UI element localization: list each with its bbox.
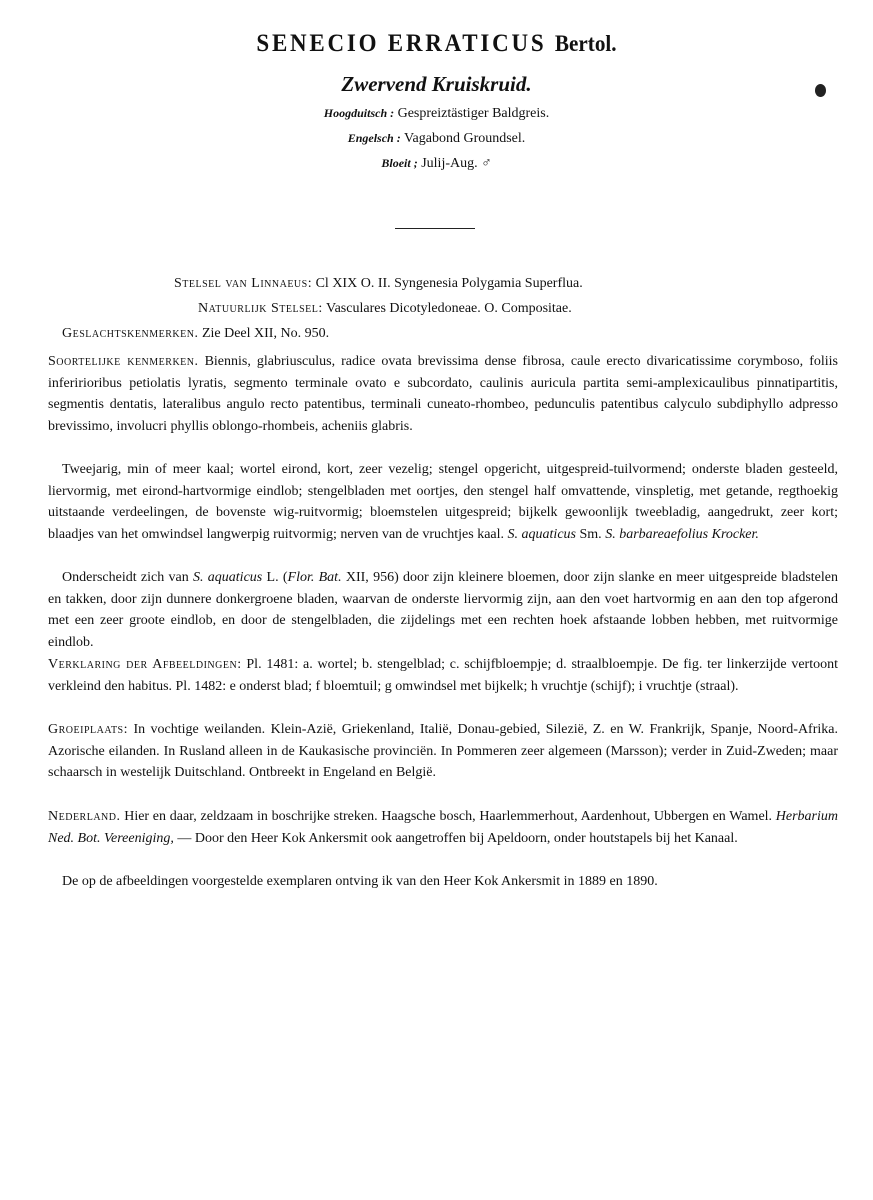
netherlands-paragraph: [48, 806, 838, 849]
habitat-text: In vochtige weilanden. Klein-Azië, Griekenland, Italië, Donau-gebied, Silezië, Z. en W. Frankrijk, Spanje, Noord-Afrika. Azorische eilanden. In Rusland alleen in de Kaukasische provinciën. In Pommeren zeer algemeen (Marsson); verder in Zuid-Zweden; maar schaarsch in westelijk Duitschland. Ontbreekt in Engeland en België.: [48, 722, 838, 781]
synonym-1-author: Sm.: [579, 526, 602, 542]
linnaeus-value: Cl XIX O. II. Syngenesia Polygamia Superflua.: [315, 276, 583, 291]
netherlands-label: Nederland.: [48, 809, 121, 824]
english-name-line: [0, 131, 873, 147]
netherlands-text: Hier en daar, zeldzaam in boschrijke streken. Haagsche bosch, Haarlemmerhout, Aardenhout, Ubbergen en Wamel.: [124, 809, 773, 824]
habitat-label: Groeiplaats:: [48, 722, 129, 737]
closing-paragraph: [48, 871, 838, 893]
synonym-2: S. barbareaefolius Krocker.: [605, 526, 759, 542]
explanation-text: Pl. 1481: a. wortel; b. stengelblad; c. schijfbloempje; d. straalbloempje. De fig. ter linkerzijde vertoont verkleind den habitus. Pl. 1482: e onderst blad; f bloemtuil; g omwindsel met bijkelk; h vruchtje (schijf); i vruchtje (straal).: [48, 657, 838, 694]
distinction-rest: XII, 956) door zijn kleinere bloemen, door zijn slanke en meer uitgespreide bladstelen en takken, door zijn dunnere donkergroene bladen, waarvan de onderste liervormig zijn, aan den voet hartvormig en aan den top afgerond met een zeer groote eindlob, en door de stengelbladen, die zijdelings met een rechten hoek afstaande lobben hebben, met ruitvormige eindlob.: [48, 570, 839, 650]
synonym-1: S. aquaticus: [507, 526, 576, 542]
genus-label: Geslachtskenmerken.: [62, 326, 199, 341]
german-name-line: [0, 106, 873, 122]
german-label: Hoogduitsch :: [323, 106, 395, 120]
biennial-symbol-icon: ♂: [481, 156, 492, 171]
figure-explanation-paragraph: [48, 654, 838, 697]
bloom-line: [0, 156, 873, 172]
species-author: Bertol.: [554, 31, 617, 56]
linnaeus-system: [174, 276, 583, 292]
habitat-paragraph: [48, 719, 838, 784]
distinction-reference: Flor. Bat.: [287, 570, 342, 585]
distinction-species: S. aquaticus: [193, 570, 263, 585]
genus-value: Zie Deel XII, No. 950.: [201, 326, 330, 341]
species-name: SENECIO ERRATICUS: [256, 30, 547, 57]
english-name: Vagabond Groundsel.: [403, 131, 526, 146]
netherlands-rest: — Door den Heer Kok Ankersmit ook aangetroffen bij Apeldoorn, onder houtstapels bij het Kanaal.: [177, 830, 738, 846]
bloom-label: Bloeit ;: [381, 156, 418, 170]
natural-system: [198, 301, 572, 317]
distinction-paragraph: [48, 567, 838, 653]
distinction-author: L. (: [266, 570, 288, 585]
bloom-value: Julij-Aug.: [421, 156, 478, 171]
closing-text: De op de afbeeldingen voorgestelde exemplaren ontving ik van den Heer Kok Ankersmit in 1889 en 1890.: [62, 874, 658, 889]
ink-spot: [815, 84, 826, 97]
section-divider: [395, 228, 475, 229]
linnaeus-label: Stelsel van Linnaeus:: [174, 276, 313, 291]
explanation-label: Verklaring der Afbeeldingen:: [48, 657, 242, 672]
distinction-start: Onderscheidt zich van: [62, 570, 189, 585]
description-paragraph: [48, 459, 838, 545]
dutch-name: Zwervend Kruiskruid.: [341, 72, 532, 96]
natural-label: Natuurlijk Stelsel:: [198, 301, 323, 316]
species-text: Biennis, glabriusculus, radice ovata brevissima dense fibrosa, caule erecto divaricatissime corymboso, foliis inferirioribus petiolatis lyratis, segmento terminale ovato e subcordato, caulinis auricula partita semi-amplexicaulibus pinnatipartitis, segmentis dentatis, lateralibus angulo recto patentibus, terminali cuneato-rhombeo, pedunculis patentibus calyculo subdiphyllo adpresso brevissimo, involucri phyllis oblongo-rhombeis, acheniis glabris.: [48, 354, 839, 434]
german-name: Gespreiztästiger Baldgreis.: [397, 106, 550, 121]
description-text: Tweejarig, min of meer kaal; wortel eirond, kort, zeer vezelig; stengel opgericht, uitgespreid-tuilvormend; onderste bladen gesteeld, liervormig, met eirond-hartvormige eindlob; stengelbladen met oortjes, den stengel half omvattende, vinspletig, met getande, regthoekig uitstaande verdeelingen, de bovenste wig-ruitvormig; bloemstelen uitgespreid; bijkelk gewoonlijk tweebladig, aangedrukt, zeer kort; blaadjes van het omwindsel langwerpig ruitvormig; nerven van de vruchtjes kaal.: [48, 462, 838, 542]
herbarium-reference: Herbarium Ned. Bot. Vereeniging,: [48, 809, 839, 846]
species-characteristics-paragraph: [48, 351, 838, 437]
species-title: [35, 30, 838, 58]
genus-characteristics: [62, 326, 329, 342]
natural-value: Vasculares Dicotyledoneae. O. Compositae.: [326, 301, 572, 316]
english-label: Engelsch :: [347, 131, 401, 145]
species-label: Soortelijke kenmerken.: [48, 354, 199, 369]
